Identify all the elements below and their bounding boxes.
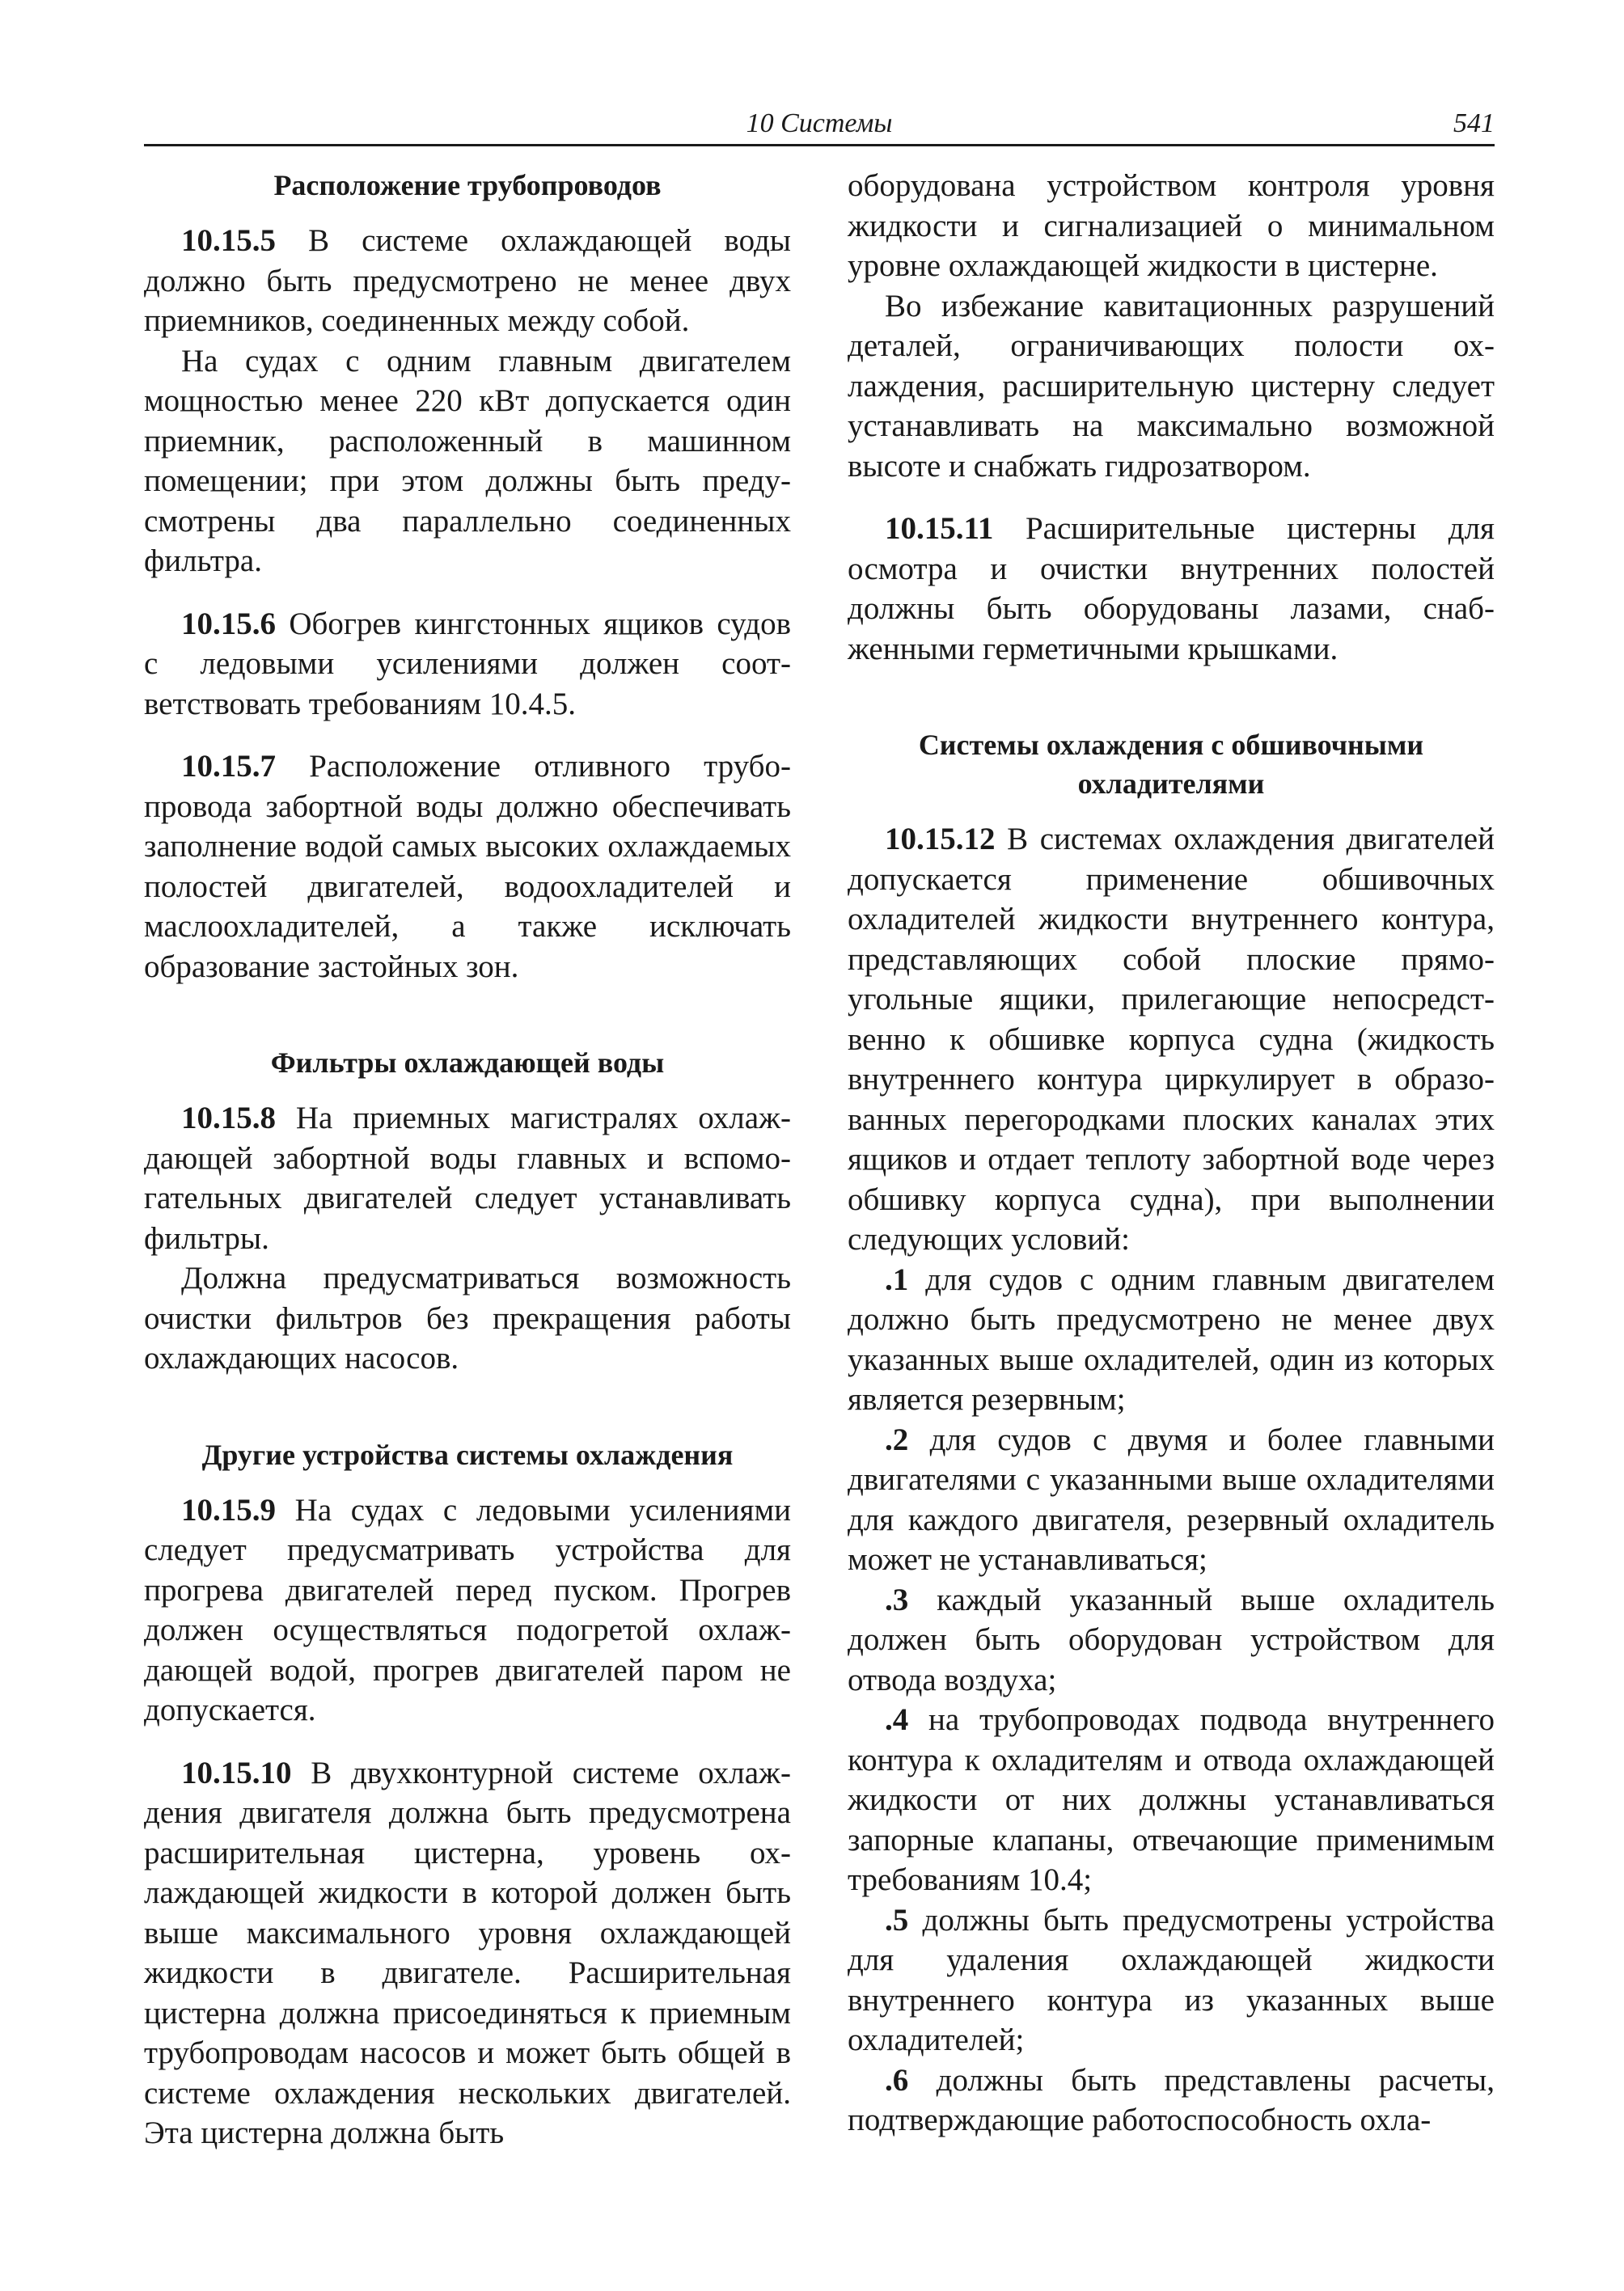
clause-number: 10.15.9 <box>181 1492 276 1528</box>
section-heading-hull-coolers <box>848 725 1495 803</box>
item-text: должны быть представлены расчеты, подтверждающие работоспособность охла- <box>848 2062 1495 2137</box>
paragraph-10-15-9 <box>144 1490 791 1731</box>
list-item <box>848 1700 1495 1900</box>
item-text: для судов с одним главным двигателем должно быть предусмотрено не менее двух указанных выше охладителей, один из которых является резервным; <box>848 1262 1495 1417</box>
paragraph-10-15-6 <box>144 604 791 725</box>
item-number: .2 <box>885 1422 909 1457</box>
page-number: 541 <box>1453 108 1495 138</box>
paragraph-10-15-12 <box>848 819 1495 1260</box>
clause-text: Расширительные цистерны для осмотра и очистки внутренних полостей должны быть оборудованы лазами, снабженными герметичными крышками. <box>848 511 1495 666</box>
paragraph-10-15-5 <box>144 221 791 341</box>
clause-number: 10.15.10 <box>181 1755 292 1790</box>
paragraph-continuation: оборудована устройством контроля уровня жидкости и сигнализацией о минимальном уровне охлаждающей жидкости в цистерне. <box>848 168 1495 283</box>
heading-line: охладителями <box>1077 767 1265 800</box>
clause-text: На судах с ледовыми усилениями следует предусматривать устройства для прогрева двигателей перед пуском. Прогрев должен осуществляться подогретой охлаждающей водой, прогрев двигателей паром не допускается. <box>144 1492 791 1727</box>
item-number: .6 <box>885 2062 909 2098</box>
running-title: 10 Системы <box>746 108 893 138</box>
heading-line: Системы охлаждения с обшивочными <box>918 729 1424 761</box>
item-text: на трубопроводах подвода внутреннего контура к охладителям и отвода охлаждающей жидкости от них должны устанавливаться запорные клапаны, отвечающие применимым требованиям 10.4; <box>848 1702 1495 1897</box>
right-column <box>848 166 1495 2141</box>
item-number: .3 <box>885 1582 909 1617</box>
clause-text: На приемных магистралях охлаждающей забортной воды главных и вспомогательных двигателей следует устанавливать фильтры. <box>144 1101 791 1256</box>
clause-number: 10.15.6 <box>181 606 276 641</box>
paragraph-10-15-7 <box>144 746 791 987</box>
item-text: каждый указанный выше охладитель должен быть оборудован устройством для отвода воздуха; <box>848 1582 1495 1697</box>
paragraph-10-15-10 <box>144 1753 791 2154</box>
paragraph-text: Во избежание кавитационных разрушений деталей, ограничивающих полости охлаждения, расширительную цистерну следует устанавливать на максимально возможной высоте и снабжать гидрозатвором. <box>848 288 1495 484</box>
left-column <box>144 166 791 2154</box>
clause-number: 10.15.12 <box>885 822 996 856</box>
clause-number: 10.15.5 <box>181 223 276 258</box>
clause-number: 10.15.11 <box>885 511 994 546</box>
item-number: .1 <box>885 1262 909 1297</box>
section-heading-filters: Фильтры охлаждающей воды <box>270 1046 665 1079</box>
clause-text: В системе охлаждающей воды должно быть предусмотрено не менее двух приемников, соединенных между собой. <box>144 223 791 338</box>
list-item <box>848 1580 1495 1701</box>
section-heading-pipelines: Расположение трубопроводов <box>273 169 662 201</box>
list-item <box>848 1900 1495 2061</box>
clause-text: В системах охлаждения двигателей допускается применение обшивочных охладителей жидкости внутреннего контура, представляющих собой плоские прямоугольные ящики, прилегающие непосредственно к обшивке корпуса судна (жидкость внутреннего контура циркулирует в образованных перегородками плоских каналах этих ящиков и отдает теплоту забортной воде через обшивку корпуса судна), при выполнении следующих условий: <box>848 822 1495 1257</box>
clause-text: Обогрев кингстонных ящиков судов с ледовыми усилениями должен соответствовать требованиям 10.4.5. <box>144 606 791 721</box>
section-heading-other-devices: Другие устройства системы охлаждения <box>201 1438 734 1471</box>
paragraph-text: На судах с одним главным двигателем мощностью менее 220 кВт допускается один приемник, расположенный в машинном помещении; при этом должны быть предусмотрены два параллельно соединенных фильтра. <box>144 343 791 578</box>
list-item <box>848 1420 1495 1580</box>
item-text: для судов с двумя и более главными двигателями с указанными выше охладителями для каждого двигателя, резервный охладитель может не устанавливаться; <box>848 1422 1495 1577</box>
list-item <box>848 1260 1495 1420</box>
clause-text: Расположение отливного трубопровода забортной воды должно обеспечивать заполнение водой самых высоких охлаждаемых полостей двигателей, водоохладителей и маслоохладителей, а также исключать образование застойных зон. <box>144 749 791 984</box>
list-item <box>848 2061 1495 2141</box>
paragraph-10-15-8 <box>144 1098 791 1258</box>
item-number: .5 <box>885 1902 909 1938</box>
item-text: должны быть предусмотрены устройства для удаления охлаждающей жидкости внутреннего контура из указанных выше охладителей; <box>848 1902 1495 2057</box>
item-number: .4 <box>885 1702 909 1737</box>
clause-number: 10.15.8 <box>181 1101 276 1135</box>
running-header <box>144 104 1495 146</box>
paragraph-10-15-11 <box>848 509 1495 669</box>
clause-text: В двухконтурной системе охлаждения двигателя должна быть предусмотрена расширительная цистерна, уровень охлаждающей жидкости в которой должен быть выше максимального уровня охлаждающей жидкости в двигателе. Расширительная цистерна должна присоединяться к приемным трубопроводам насосов и может быть общей в системе охлаждения нескольких двигателей. Эта цистерна должна быть <box>144 1755 791 2150</box>
paragraph-text: Должна предусматриваться возможность очистки фильтров без прекращения работы охлаждающих насосов. <box>144 1261 791 1376</box>
clause-number: 10.15.7 <box>181 749 276 784</box>
